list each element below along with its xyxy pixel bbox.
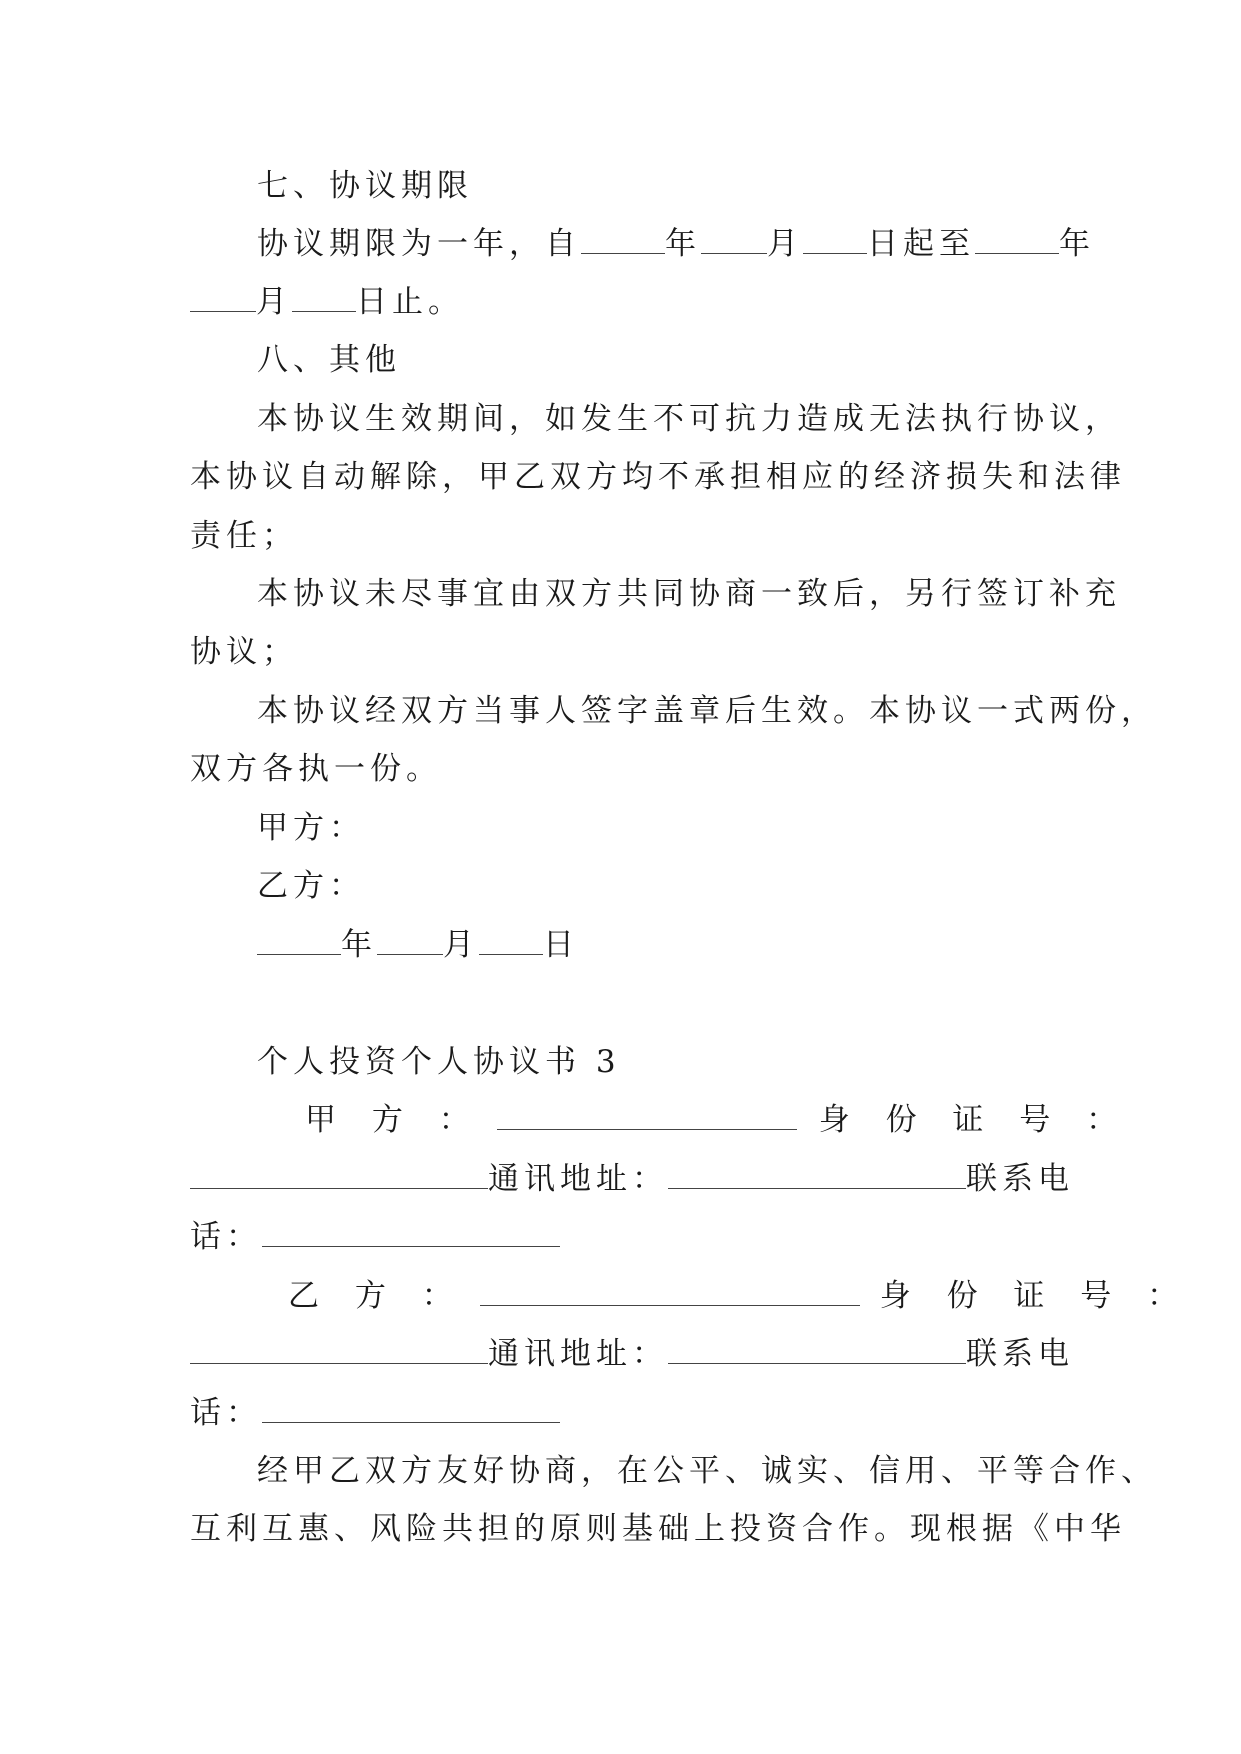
other-p2-line1: 本协议未尽事宜由双方共同协商一致后，另行签订补充 (257, 576, 1121, 612)
party-b-phone-label-cont: 话： (190, 1395, 262, 1431)
blank-end-day[interactable] (292, 283, 356, 312)
party-b-address-line (190, 1334, 1074, 1374)
term-line-1 (257, 224, 1095, 264)
party-a-label: 甲 方 ： (305, 1102, 483, 1138)
doc3-title: 个人投资个人协议书 3 (257, 1044, 621, 1080)
term-text-month: 月 (767, 226, 803, 262)
term-text-year: 年 (665, 226, 701, 262)
term-text-end: 日止。 (356, 284, 464, 320)
term-text-year2: 年 (1059, 226, 1095, 262)
blank-sign-day[interactable] (479, 926, 543, 955)
party-a-address-field[interactable] (668, 1160, 966, 1189)
party-b-phone-line (190, 1393, 1060, 1433)
blank-sign-month[interactable] (377, 926, 443, 955)
party-b-phone-label: 联系电 (966, 1336, 1074, 1372)
signature-party-b: 乙方： (257, 868, 365, 904)
party-a-phone-line (190, 1217, 1060, 1257)
party-b-line (288, 1276, 1192, 1316)
party-a-id-field[interactable] (190, 1160, 488, 1189)
party-a-phone-label-cont: 话： (190, 1219, 262, 1255)
intro-line-1: 经甲乙双方友好协商，在公平、诚实、信用、平等合作、 (257, 1453, 1157, 1489)
other-p1-line1: 本协议生效期间，如发生不可抗力造成无法执行协议， (257, 401, 1121, 437)
sign-text-day: 日 (543, 927, 579, 963)
blank-start-month[interactable] (701, 225, 767, 254)
party-a-line (305, 1100, 1131, 1140)
party-a-phone-field[interactable] (262, 1218, 560, 1247)
party-b-address-label: 通讯地址： (488, 1336, 668, 1372)
party-b-id-label: 身 份 证 号 ： (879, 1278, 1192, 1314)
party-b-id-field[interactable] (190, 1335, 488, 1364)
other-p3-line1: 本协议经双方当事人签字盖章后生效。本协议一式两份， (257, 693, 1157, 729)
blank-start-day[interactable] (803, 225, 867, 254)
sign-text-year: 年 (341, 927, 377, 963)
term-text-month2: 月 (256, 284, 292, 320)
blank-start-year[interactable] (581, 225, 665, 254)
signature-party-a: 甲方： (257, 810, 365, 846)
other-p1-line3: 责任； (190, 518, 298, 554)
sign-text-month: 月 (443, 927, 479, 963)
section-7-heading: 七、协议期限 (257, 168, 473, 204)
party-b-phone-field[interactable] (262, 1394, 560, 1423)
term-line-2 (190, 282, 1060, 322)
other-p1-line2: 本协议自动解除，甲乙双方均不承担相应的经济损失和法律 (190, 459, 1126, 495)
party-b-label: 乙 方 ： (288, 1278, 466, 1314)
party-a-phone-label: 联系电 (966, 1161, 1074, 1197)
party-a-id-label: 身 份 证 号 ： (818, 1102, 1131, 1138)
term-text-from: 协议期限为一年，自 (257, 226, 581, 262)
party-a-address-line (190, 1159, 1074, 1199)
other-p2-line2: 协议； (190, 634, 298, 670)
party-a-address-label: 通讯地址： (488, 1161, 668, 1197)
signature-date (257, 925, 1060, 965)
section-8-heading: 八、其他 (257, 342, 401, 378)
term-text-until: 日起至 (867, 226, 975, 262)
intro-line-2: 互利互惠、风险共担的原则基础上投资合作。现根据《中华 (190, 1511, 1126, 1547)
blank-end-year[interactable] (975, 225, 1059, 254)
other-p3-line2: 双方各执一份。 (190, 751, 442, 787)
blank-end-month[interactable] (190, 283, 256, 312)
blank-sign-year[interactable] (257, 926, 341, 955)
party-b-name-field[interactable] (480, 1277, 860, 1306)
party-b-address-field[interactable] (668, 1335, 966, 1364)
party-a-name-field[interactable] (497, 1101, 797, 1130)
